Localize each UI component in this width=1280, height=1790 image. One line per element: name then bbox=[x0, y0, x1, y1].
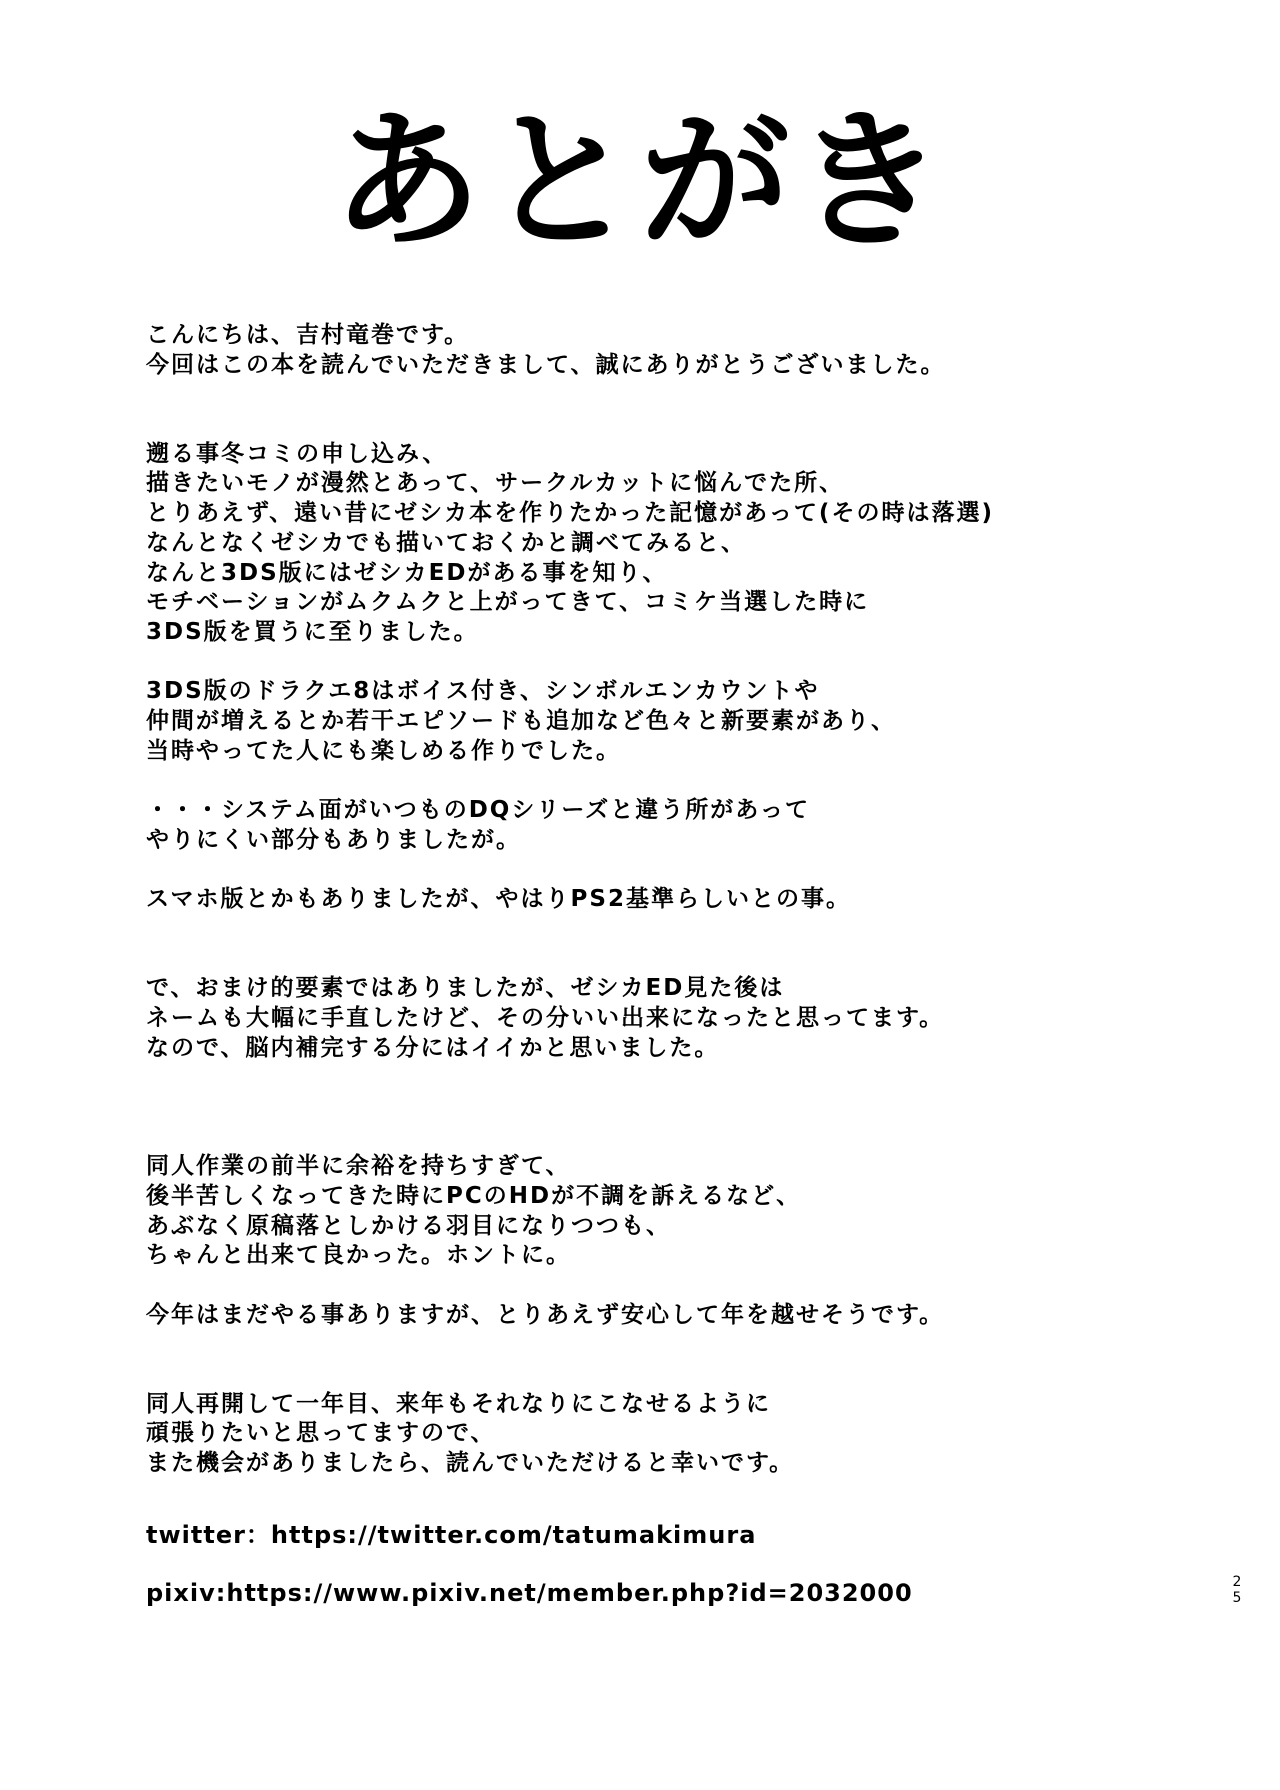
paragraph-line: 当時やってた人にも楽しめる作りでした。 bbox=[146, 737, 621, 764]
afterword-body bbox=[146, 321, 1146, 1479]
paragraph-gap bbox=[146, 1123, 1146, 1153]
paragraph-gap bbox=[146, 766, 1146, 796]
page-number-digit: 2 bbox=[1232, 1574, 1242, 1590]
paragraph-gap bbox=[146, 1360, 1146, 1390]
paragraph-line: 3DS版のドラクエ8はボイス付き、シンボルエンカウントや bbox=[146, 678, 820, 705]
paragraph-gap bbox=[146, 1063, 1146, 1093]
paragraph-gap bbox=[146, 944, 1146, 974]
paragraph-line: スマホ版とかもありましたが、やはりPS2基準らしいとの事。 bbox=[146, 886, 851, 913]
pixiv-link[interactable]: pixiv:https://www.pixiv.net/member.php?id=2032000 bbox=[146, 1579, 913, 1607]
paragraph-line: 頑張りたいと思ってますので、 bbox=[146, 1420, 496, 1447]
paragraph-line: モチベーションがムクムクと上がってきて、コミケ当選した時に bbox=[146, 589, 870, 616]
paragraph-line: 今年はまだやる事ありますが、とりあえず安心して年を越せそうです。 bbox=[146, 1301, 945, 1328]
paragraph-line: なので、脳内補完する分にはイイかと思いました。 bbox=[146, 1034, 720, 1061]
paragraph-line: 同人作業の前半に余裕を持ちすぎて、 bbox=[146, 1153, 571, 1180]
paragraph-line: 後半苦しくなってきた時にPCのHDが不調を訴えるなど、 bbox=[146, 1182, 802, 1209]
paragraph-line: ・・・システム面がいつものDQシリーズと違う所があって bbox=[146, 797, 810, 823]
paragraph-line: こんにちは、吉村竜巻です。 bbox=[146, 322, 470, 348]
paragraph-line: で、おまけ的要素ではありましたが、ゼシカED見た後は bbox=[146, 975, 785, 1002]
page-number bbox=[1230, 1574, 1244, 1606]
page-title: あとがき bbox=[331, 95, 948, 269]
paragraph-gap bbox=[146, 380, 1146, 410]
paragraph-gap bbox=[146, 410, 1146, 440]
paragraph-line: 遡る事冬コミの申し込み、 bbox=[146, 440, 448, 467]
paragraph-line: 仲間が増えるとか若干エピソードも追加など色々と新要素があり、 bbox=[146, 707, 896, 734]
paragraph-line: また機会がありましたら、読んでいただけると幸いです。 bbox=[146, 1450, 795, 1477]
paragraph-line: 同人再開して一年目、来年もそれなりにこなせるように bbox=[146, 1390, 771, 1417]
paragraph-line: ちゃんと出来て良かった。ホントに。 bbox=[146, 1242, 571, 1269]
page-number-digit: 5 bbox=[1232, 1590, 1242, 1606]
paragraph-gap bbox=[146, 648, 1146, 678]
paragraph-line: とりあえず、遠い昔にゼシカ本を作りたかった記憶があって(その時は落選) bbox=[146, 500, 994, 527]
paragraph-gap bbox=[146, 1093, 1146, 1123]
paragraph-line: 今回はこの本を読んでいただきまして、誠にありがとうございました。 bbox=[146, 351, 946, 378]
paragraph-line: あぶなく原稿落としかける羽目になりつつも、 bbox=[146, 1212, 671, 1239]
paragraph-line: 描きたいモノが漫然とあって、サークルカットに悩んでた所、 bbox=[146, 470, 845, 497]
paragraph-line: やりにくい部分もありましたが。 bbox=[146, 826, 521, 853]
paragraph-line: なんと3DS版にはゼシカEDがある事を知り、 bbox=[146, 559, 668, 586]
paragraph-gap bbox=[146, 855, 1146, 885]
paragraph-gap bbox=[146, 915, 1146, 945]
paragraph-line: ネームも大幅に手直したけど、その分いい出来になったと思ってます。 bbox=[146, 1004, 945, 1031]
paragraph-line: なんとなくゼシカでも描いておくかと調べてみると、 bbox=[146, 529, 746, 556]
paragraph-gap bbox=[146, 1271, 1146, 1301]
paragraph-line: 3DS版を買うに至りました。 bbox=[146, 618, 479, 645]
paragraph-gap bbox=[146, 1330, 1146, 1360]
contact-links bbox=[146, 1520, 913, 1608]
twitter-link[interactable]: twitter：https://twitter.com/tatumakimura bbox=[146, 1521, 757, 1549]
